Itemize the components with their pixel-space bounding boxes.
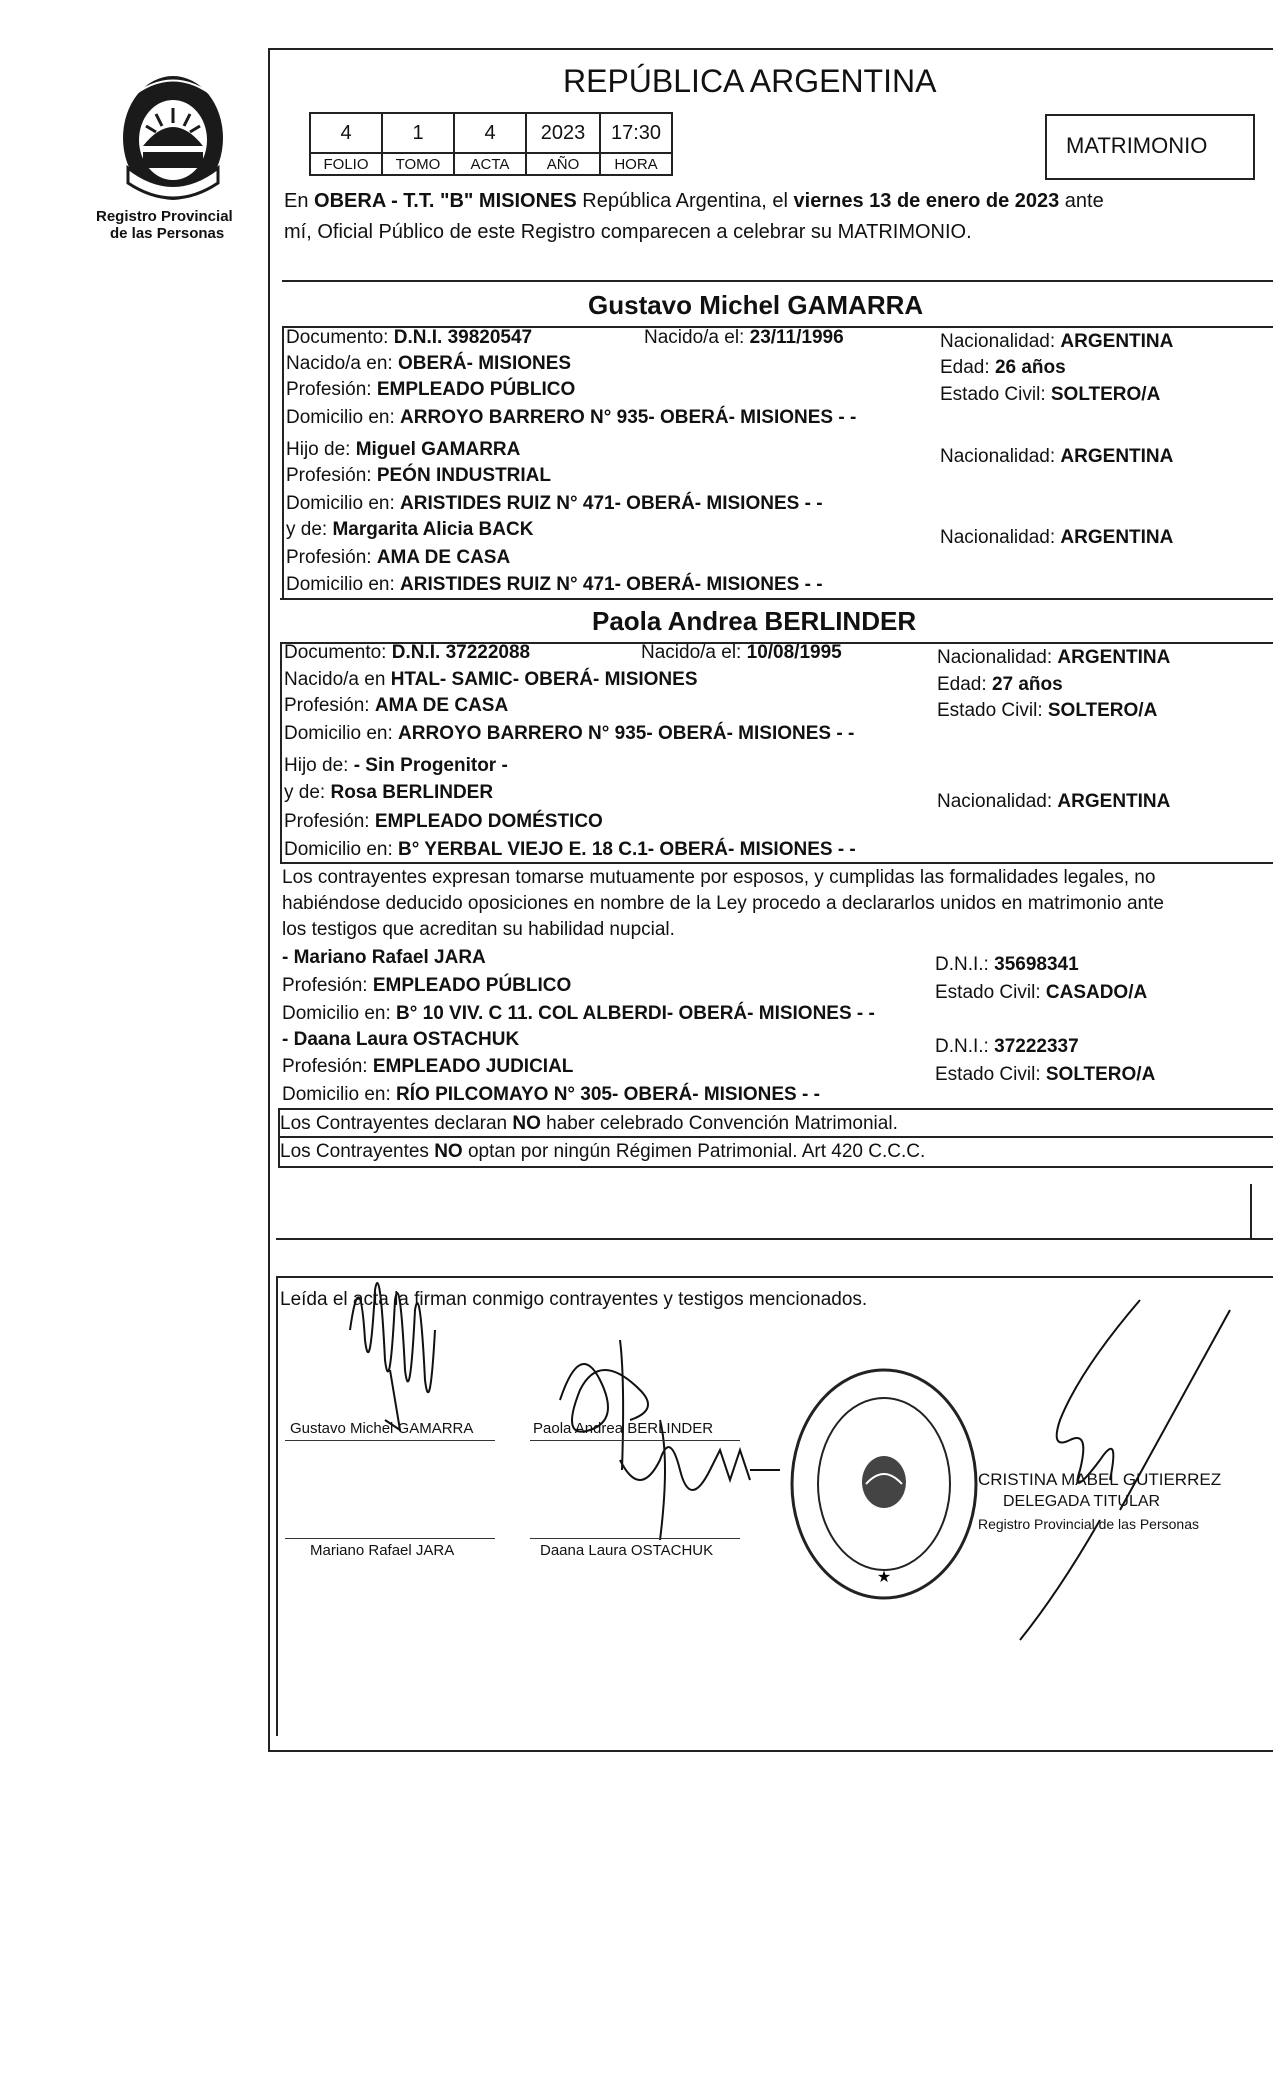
groom-signature-name: Gustavo Michel GAMARRA — [290, 1420, 474, 1437]
note-regime: Los Contrayentes NO optan por ningún Régimen Patrimonial. Art 420 C.C.C. — [280, 1141, 926, 1162]
right-rule — [1250, 1184, 1252, 1240]
groom-signature-line — [285, 1440, 495, 1441]
bride-age: Edad: 27 años — [937, 674, 1063, 695]
official-office: Registro Provincial de las Personas — [978, 1516, 1199, 1532]
bride-mother-profession: Profesión: EMPLEADO DOMÉSTICO — [284, 811, 603, 832]
bride-nationality: Nacionalidad: ARGENTINA — [937, 647, 1171, 668]
bride-signature-name: Paola Andrea BERLINDER — [533, 1420, 714, 1437]
official-name: CRISTINA MABEL GUTIERREZ — [978, 1470, 1222, 1489]
groom-mother-address: Domicilio en: ARISTIDES RUIZ N° 471- OBERÁ- MISIONES - - — [286, 574, 823, 595]
svg-text:★: ★ — [876, 1567, 892, 1586]
divider — [276, 1238, 1273, 1240]
bride-document: Documento: D.N.I. 37222088 — [284, 642, 531, 663]
intro-line2: mí, Oficial Público de este Registro comparecen a celebrar su MATRIMONIO. — [284, 221, 972, 243]
witness2-name: - Daana Laura OSTACHUK — [282, 1029, 520, 1050]
acta-label: ACTA — [454, 153, 526, 175]
groom-nationality: Nacionalidad: ARGENTINA — [940, 331, 1174, 352]
groom-civil-status: Estado Civil: SOLTERO/A — [940, 384, 1161, 405]
section-rule — [276, 1276, 278, 1736]
official-stamp — [786, 1364, 982, 1604]
witness2-profession: Profesión: EMPLEADO JUDICIAL — [282, 1056, 574, 1077]
registry-name-line1: Registro Provincial — [96, 208, 233, 225]
witness1-address: Domicilio en: B° 10 VIV. C 11. COL ALBERDI- OBERÁ- MISIONES - - — [282, 1003, 875, 1024]
bride-mother-nationality: Nacionalidad: ARGENTINA — [937, 791, 1171, 812]
intro-line1: En OBERA - T.T. "B" MISIONES República Argentina, el viernes 13 de enero de 2023 ante — [284, 190, 1104, 212]
groom-profession: Profesión: EMPLEADO PÚBLICO — [286, 379, 576, 400]
bride-civil-status: Estado Civil: SOLTERO/A — [937, 700, 1158, 721]
declaration-line1: Los contrayentes expresan tomarse mutuamente por esposos, y cumplidas las formalidades legales, no — [282, 867, 1156, 888]
registry-emblem — [108, 68, 238, 208]
declaration-line3: los testigos que acreditan su habilidad nupcial. — [282, 919, 675, 940]
divider — [280, 598, 1273, 600]
groom-birthplace: Nacido/a en: OBERÁ- MISIONES — [286, 353, 572, 374]
groom-name: Gustavo Michel GAMARRA — [588, 290, 924, 320]
witness2-signature-name: Daana Laura OSTACHUK — [540, 1542, 714, 1559]
anio-label: AÑO — [526, 153, 600, 175]
groom-birthdate: Nacido/a el: 23/11/1996 — [644, 327, 844, 348]
witness2-signature-line — [530, 1538, 740, 1539]
hora-value: 17:30 — [600, 113, 672, 153]
bride-birthplace: Nacido/a en HTAL- SAMIC- OBERÁ- MISIONES — [284, 669, 698, 690]
bride-mother: y de: Rosa BERLINDER — [284, 782, 494, 803]
groom-mother: y de: Margarita Alicia BACK — [286, 519, 534, 540]
document-type: MATRIMONIO — [1066, 133, 1208, 158]
witness2-address: Domicilio en: RÍO PILCOMAYO N° 305- OBERÁ- MISIONES - - — [282, 1084, 820, 1105]
witness1-dni: D.N.I.: 35698341 — [935, 954, 1079, 975]
divider — [278, 1136, 1273, 1138]
groom-father-profession: Profesión: PEÓN INDUSTRIAL — [286, 465, 552, 486]
witness1-signature-line — [285, 1538, 495, 1539]
groom-father: Hijo de: Miguel GAMARRA — [286, 439, 521, 460]
acta-value: 4 — [454, 113, 526, 153]
bride-name: Paola Andrea BERLINDER — [592, 606, 917, 636]
section-rule — [282, 326, 284, 600]
bride-signature-line — [530, 1440, 740, 1441]
groom-father-address: Domicilio en: ARISTIDES RUIZ N° 471- OBERÁ- MISIONES - - — [286, 493, 823, 514]
divider — [278, 1166, 1273, 1168]
groom-mother-profession: Profesión: AMA DE CASA — [286, 547, 511, 568]
witness2-dni: D.N.I.: 37222337 — [935, 1036, 1079, 1057]
bride-father: Hijo de: - Sin Progenitor - — [284, 755, 508, 776]
registry-name-line2: de las Personas — [110, 225, 225, 242]
tomo-label: TOMO — [382, 153, 454, 175]
official-title: DELEGADA TITULAR — [1003, 1493, 1161, 1510]
country-title: REPÚBLICA ARGENTINA — [563, 63, 937, 99]
folio-label: FOLIO — [310, 153, 382, 175]
witness1-signature-name: Mariano Rafael JARA — [310, 1542, 455, 1559]
groom-father-nationality: Nacionalidad: ARGENTINA — [940, 446, 1174, 467]
witness1-name: - Mariano Rafael JARA — [282, 947, 486, 968]
bride-address: Domicilio en: ARROYO BARRERO N° 935- OBERÁ- MISIONES - - — [284, 723, 855, 744]
hora-label: HORA — [600, 153, 672, 175]
bride-profession: Profesión: AMA DE CASA — [284, 695, 509, 716]
section-rule — [278, 1108, 280, 1168]
tomo-value: 1 — [382, 113, 454, 153]
folio-value: 4 — [310, 113, 382, 153]
groom-document: Documento: D.N.I. 39820547 — [286, 327, 533, 348]
bride-mother-address: Domicilio en: B° YERBAL VIEJO E. 18 C.1- OBERÁ- MISIONES - - — [284, 839, 856, 860]
registration-table — [309, 112, 673, 176]
groom-mother-nationality: Nacionalidad: ARGENTINA — [940, 527, 1174, 548]
witness2-civil-status: Estado Civil: SOLTERO/A — [935, 1064, 1156, 1085]
anio-value: 2023 — [526, 113, 600, 153]
divider — [282, 280, 1273, 282]
divider — [278, 1108, 1273, 1110]
groom-address: Domicilio en: ARROYO BARRERO N° 935- OBERÁ- MISIONES - - — [286, 407, 857, 428]
section-rule — [280, 642, 282, 862]
divider — [280, 862, 1273, 864]
groom-age: Edad: 26 años — [940, 357, 1066, 378]
closing-text: Leída el acta la firman conmigo contrayentes y testigos mencionados. — [280, 1289, 868, 1310]
note-convention: Los Contrayentes declaran NO haber celebrado Convención Matrimonial. — [280, 1113, 898, 1134]
witness1-profession: Profesión: EMPLEADO PÚBLICO — [282, 975, 572, 996]
bride-birthdate: Nacido/a el: 10/08/1995 — [641, 642, 842, 663]
declaration-line2: habiéndose deducido oposiciones en nombre de la Ley procedo a declararlos unidos en matrimonio ante — [282, 893, 1164, 914]
witness1-civil-status: Estado Civil: CASADO/A — [935, 982, 1148, 1003]
